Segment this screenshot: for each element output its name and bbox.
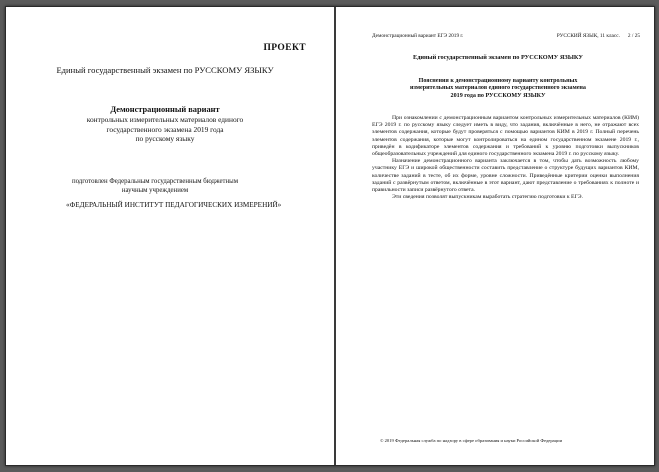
exam-title: Единый государственный экзамен по РУССКОМУ ЯЗЫКУ xyxy=(413,54,583,61)
header-left: Демонстрационный вариант ЕГЭ 2019 г. xyxy=(372,33,464,39)
demo-variant-block xyxy=(36,105,294,144)
document-spread xyxy=(5,6,655,466)
demo-line: контрольных измерительных материалов единого xyxy=(86,115,244,125)
body-text xyxy=(372,115,639,201)
exam-title: Единый государственный экзамен по РУССКОМУ ЯЗЫКУ xyxy=(56,65,274,75)
organization-name: «ФЕДЕРАЛЬНЫЙ ИНСТИТУТ ПЕДАГОГИЧЕСКИХ ИЗМЕРЕНИЙ» xyxy=(66,201,282,209)
title-line: 2019 года по РУССКОМУ ЯЗЫКУ xyxy=(450,92,546,99)
paragraph: Эти сведения позволят выпускникам выработать стратегию подготовки к ЕГЭ. xyxy=(392,194,583,201)
paragraph: При ознакомлении с демонстрационным вариантом контрольных измерительных материалов (КИМ) ЕГЭ 2019 г. по русскому языку следует иметь в виду, что задания, включённые в него, не отражают всех элементов содержания, которые будут проверяться с помощью вариантов КИМ в 2019 г. Полный перечень элементов содержания, которые могут контролироваться на едином государственном экзамене 2019 г., приведён в кодификаторе элементов содержания и требований к уровню подготовки выпускников общеобразовательных учреждений для единого государственного экзамена 2019 г. по русскому языку. xyxy=(372,115,639,158)
running-header xyxy=(372,33,640,39)
draft-stamp: ПРОЕКТ xyxy=(263,43,306,53)
prepared-by-block xyxy=(46,178,264,196)
page-number: 2 / 25 xyxy=(627,33,640,39)
prep-line: подготовлен Федеральным государственным бюджетным xyxy=(71,178,239,185)
explanation-page xyxy=(336,7,654,465)
prep-line: научным учреждением xyxy=(121,186,189,194)
title-line: измерительных материалов единого государственного экзамена xyxy=(410,85,586,92)
demo-line: по русскому языку xyxy=(135,134,195,144)
header-subject: РУССКИЙ ЯЗЫК, 11 класс. xyxy=(556,33,620,39)
demo-heading: Демонстрационный вариант xyxy=(110,105,220,114)
section-title xyxy=(372,78,624,100)
title-page xyxy=(6,7,334,465)
demo-line: государственного экзамена 2019 года xyxy=(106,124,224,134)
title-line: Пояснения к демонстрационному варианту контрольных xyxy=(418,78,578,84)
copyright-footer: © 2019 Федеральная служба по надзору в сфере образования и науки Российской Федерации xyxy=(380,438,563,443)
paragraph: Назначение демонстрационного варианта заключается в том, чтобы дать возможность любому участнику ЕГЭ и широкой общественности составить представление о структуре будущих вариантов КИМ, количестве заданий в тесте, об их форме, уровне сложности. Приведённые критерии оценки выполнения заданий с развёрнутым ответом, включённые в этот вариант, дают представление о требованиях к полноте и правильности записи развёрнутого ответа. xyxy=(372,158,639,194)
